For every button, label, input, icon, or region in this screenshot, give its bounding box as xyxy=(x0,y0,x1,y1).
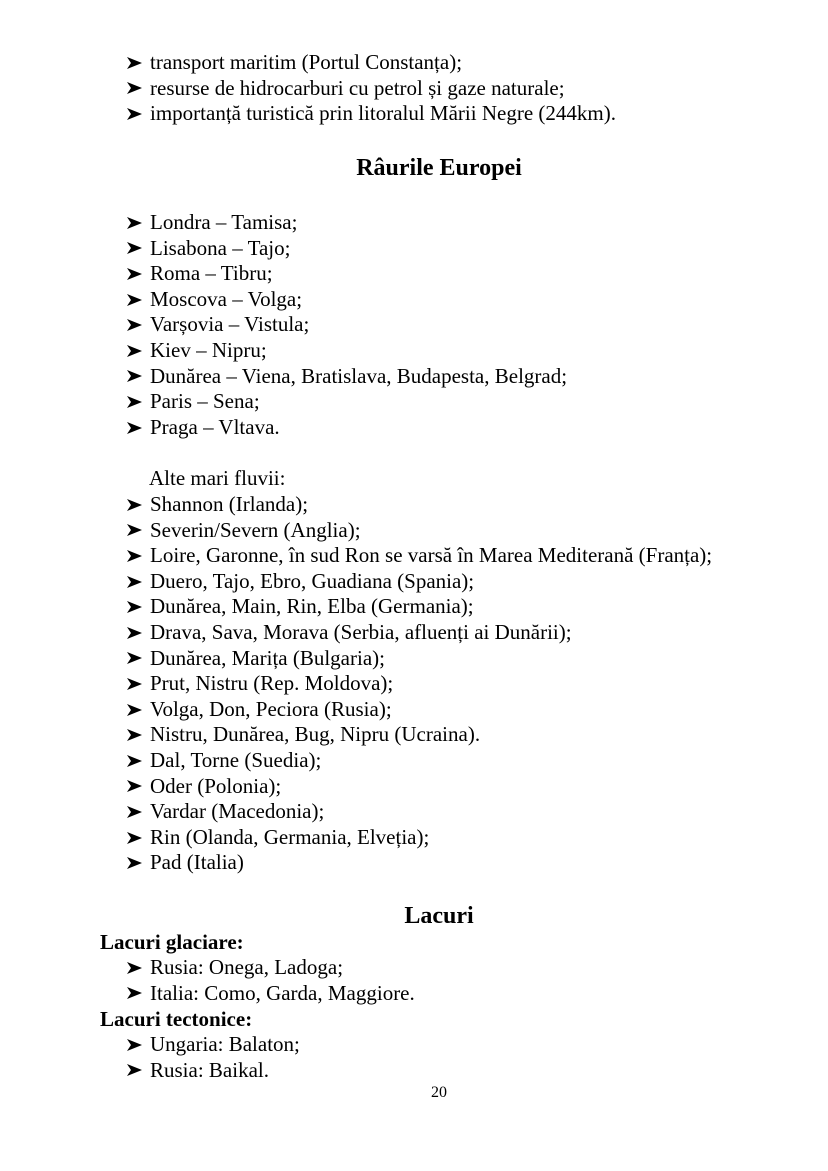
arrowhead-bullet-icon xyxy=(126,389,146,415)
list-item xyxy=(126,955,415,981)
list-item xyxy=(126,101,616,127)
list-item xyxy=(126,261,567,287)
arrowhead-bullet-icon xyxy=(126,210,146,236)
list-item xyxy=(126,287,567,313)
list-item-text: Praga – Vltava. xyxy=(150,414,280,439)
list-item-text: Shannon (Irlanda); xyxy=(150,492,309,516)
arrowhead-bullet-icon xyxy=(126,825,146,851)
arrowhead-bullet-icon xyxy=(126,722,146,748)
arrowhead-bullet-icon xyxy=(126,748,146,774)
arrowhead-bullet-icon xyxy=(126,671,146,697)
list-item-text: Dunărea, Main, Rin, Elba (Germania); xyxy=(150,594,474,619)
list-item-text: Oder (Polonia); xyxy=(150,773,282,798)
list-item xyxy=(126,697,712,723)
list-item-text: Pad (Italia) xyxy=(150,850,244,875)
list-item xyxy=(126,338,567,364)
arrowhead-bullet-icon xyxy=(126,518,146,544)
list-item-text: Lisabona – Tajo; xyxy=(150,235,291,260)
list-item xyxy=(126,646,712,672)
list-item-text: importanță turistică prin litoralul Mării Negre (244km). xyxy=(150,101,616,126)
list-item-text: Dunărea, Marița (Bulgaria); xyxy=(150,645,385,670)
other-rivers-label: Alte mari fluvii: xyxy=(149,466,286,490)
list-item xyxy=(126,364,567,390)
arrowhead-bullet-icon xyxy=(126,415,146,441)
list-item-text: Italia: Como, Garda, Maggiore. xyxy=(150,980,415,1005)
tectonic-lakes-list xyxy=(126,1032,300,1083)
list-item xyxy=(126,312,567,338)
arrowhead-bullet-icon xyxy=(126,364,146,390)
list-item-text: Rusia: Onega, Ladoga; xyxy=(150,955,344,979)
arrowhead-bullet-icon xyxy=(126,312,146,338)
arrowhead-bullet-icon xyxy=(126,338,146,364)
arrowhead-bullet-icon xyxy=(126,236,146,262)
arrowhead-bullet-icon xyxy=(126,569,146,595)
list-item xyxy=(126,76,616,102)
arrowhead-bullet-icon xyxy=(126,543,146,569)
list-item xyxy=(126,543,712,569)
rivers-heading: Râurile Europei xyxy=(356,155,522,181)
arrowhead-bullet-icon xyxy=(126,261,146,287)
arrowhead-bullet-icon xyxy=(126,774,146,800)
lakes-heading: Lacuri xyxy=(404,903,474,929)
arrowhead-bullet-icon xyxy=(126,799,146,825)
list-item xyxy=(126,799,712,825)
list-item xyxy=(126,1032,300,1058)
arrowhead-bullet-icon xyxy=(126,620,146,646)
arrowhead-bullet-icon xyxy=(126,287,146,313)
list-item xyxy=(126,748,712,774)
list-item xyxy=(126,671,712,697)
list-item-text: Nistru, Dunărea, Bug, Nipru (Ucraina). xyxy=(150,722,481,747)
list-item xyxy=(126,569,712,595)
arrowhead-bullet-icon xyxy=(126,594,146,620)
list-item xyxy=(126,774,712,800)
arrowhead-bullet-icon xyxy=(126,646,146,672)
arrowhead-bullet-icon xyxy=(126,76,146,102)
list-item-text: Rusia: Baikal. xyxy=(150,1057,269,1082)
list-item xyxy=(126,518,712,544)
list-item xyxy=(126,210,567,236)
other-rivers-list xyxy=(126,492,712,876)
list-item xyxy=(126,236,567,262)
arrowhead-bullet-icon xyxy=(126,1032,146,1058)
list-item-text: Duero, Tajo, Ebro, Guadiana (Spania); xyxy=(150,568,475,593)
arrowhead-bullet-icon xyxy=(126,981,146,1007)
glacial-lakes-subheading: Lacuri glaciare: xyxy=(100,930,244,954)
list-item-text: resurse de hidrocarburi cu petrol și gaze naturale; xyxy=(150,75,565,100)
list-item xyxy=(126,981,415,1007)
glacial-lakes-list xyxy=(126,955,415,1006)
list-item-text: Ungaria: Balaton; xyxy=(150,1032,300,1056)
list-item-text: Drava, Sava, Morava (Serbia, afluenți ai Dunării); xyxy=(150,619,572,644)
tectonic-lakes-subheading: Lacuri tectonice: xyxy=(100,1007,253,1031)
list-item xyxy=(126,1058,300,1084)
capital-rivers-list xyxy=(126,210,567,440)
list-item xyxy=(126,594,712,620)
arrowhead-bullet-icon xyxy=(126,697,146,723)
list-item xyxy=(126,825,712,851)
list-item xyxy=(126,492,712,518)
list-item-text: transport maritim (Portul Constanța); xyxy=(150,50,463,74)
list-item-text: Loire, Garonne, în sud Ron se varsă în Marea Mediterană (Franța); xyxy=(150,543,713,568)
list-item xyxy=(126,389,567,415)
list-item xyxy=(126,722,712,748)
list-item xyxy=(126,620,712,646)
arrowhead-bullet-icon xyxy=(126,50,146,76)
page-number: 20 xyxy=(431,1084,447,1101)
list-item-text: Roma – Tibru; xyxy=(150,261,273,286)
arrowhead-bullet-icon xyxy=(126,101,146,127)
arrowhead-bullet-icon xyxy=(126,492,146,518)
arrowhead-bullet-icon xyxy=(126,850,146,876)
list-item-text: Varșovia – Vistula; xyxy=(150,312,310,337)
list-item-text: Prut, Nistru (Rep. Moldova); xyxy=(150,671,394,696)
arrowhead-bullet-icon xyxy=(126,1058,146,1084)
arrowhead-bullet-icon xyxy=(126,955,146,981)
list-item-text: Dunărea – Viena, Bratislava, Budapesta, Belgrad; xyxy=(150,363,568,388)
list-item-text: Rin (Olanda, Germania, Elveția); xyxy=(150,824,430,849)
list-item-text: Severin/Severn (Anglia); xyxy=(150,517,361,542)
list-item-text: Volga, Don, Peciora (Rusia); xyxy=(150,696,392,721)
list-item-text: Kiev – Nipru; xyxy=(150,337,267,362)
list-item xyxy=(126,415,567,441)
intro-list xyxy=(126,50,616,127)
list-item-text: Vardar (Macedonia); xyxy=(150,799,325,824)
list-item-text: Paris – Sena; xyxy=(150,389,260,414)
list-item xyxy=(126,850,712,876)
list-item xyxy=(126,50,616,76)
list-item-text: Dal, Torne (Suedia); xyxy=(150,747,322,772)
list-item-text: Moscova – Volga; xyxy=(150,286,303,311)
list-item-text: Londra – Tamisa; xyxy=(150,210,298,234)
